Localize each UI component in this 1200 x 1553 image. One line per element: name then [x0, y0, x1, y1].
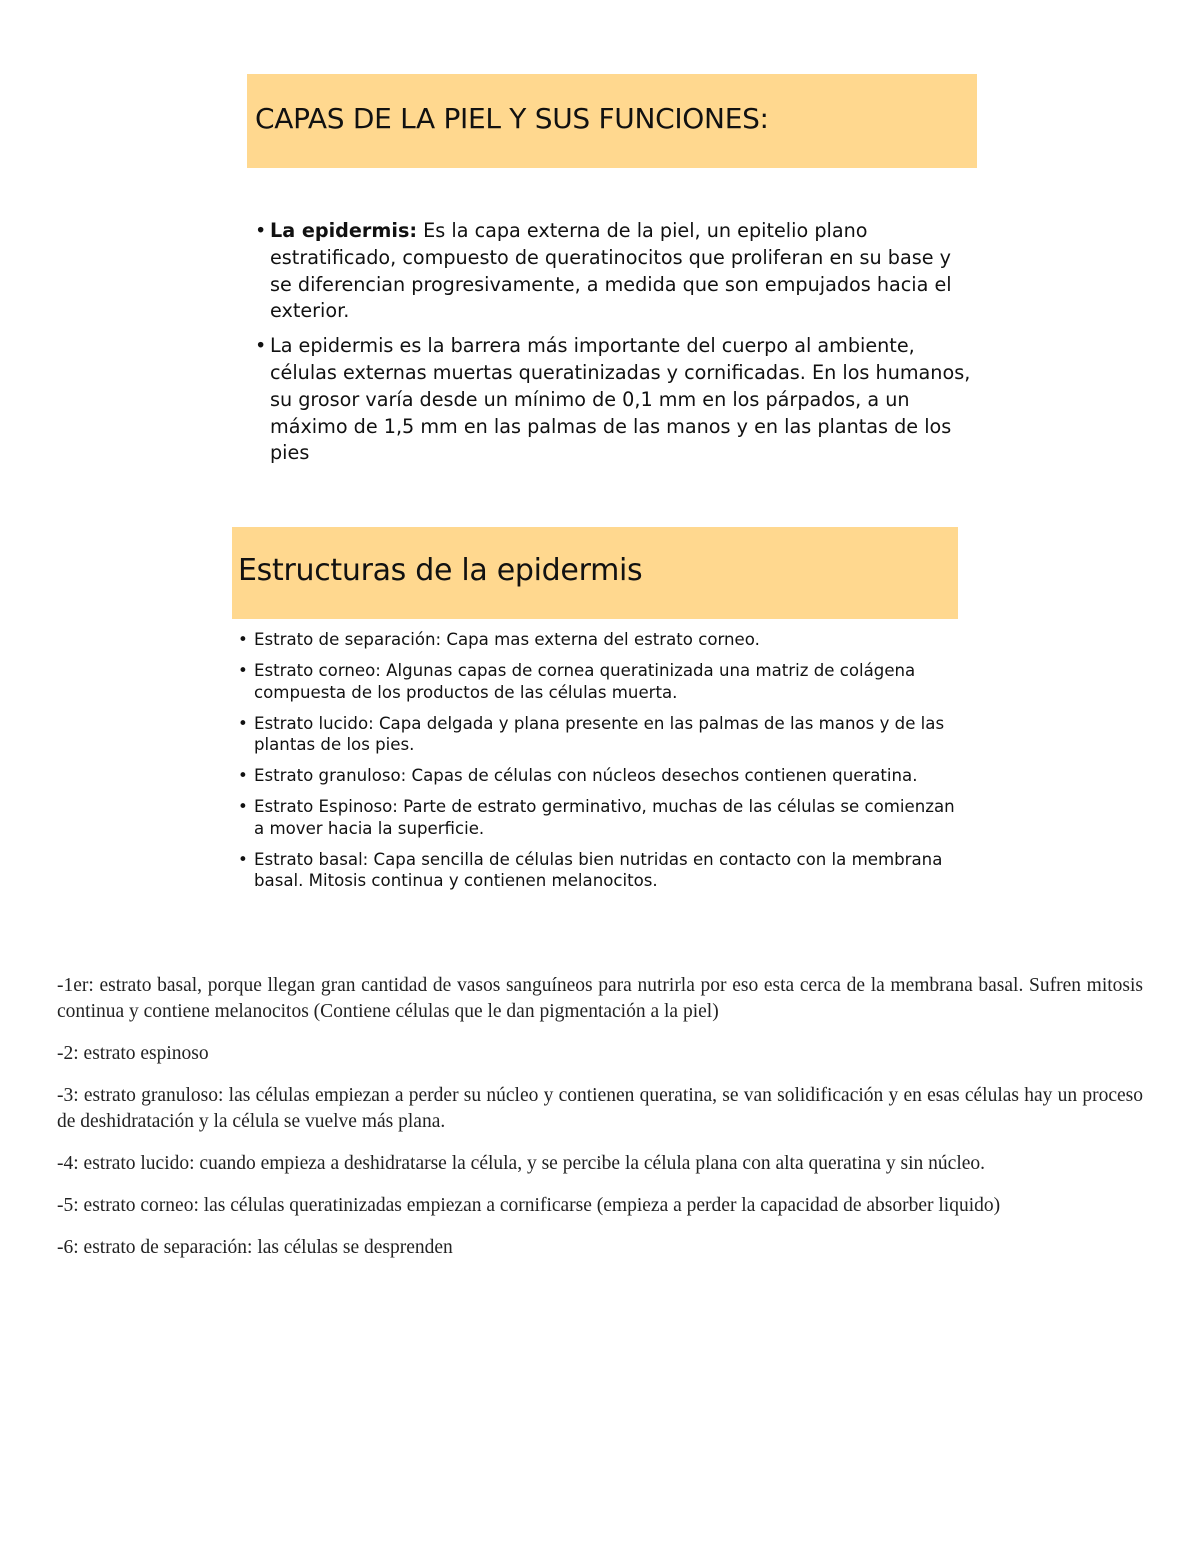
notes-section: [57, 973, 1143, 1277]
bullet-text: Estrato de separación: Capa mas externa del estrato corneo.: [254, 630, 760, 649]
bullet-item: [238, 849, 958, 892]
bullet-text: Estrato basal: Capa sencilla de células bien nutridas en contacto con la membrana basal. Mitosis continua y contienen melanocitos.: [254, 849, 943, 890]
bullet-item: [238, 629, 958, 651]
note-paragraph: -2: estrato espinoso: [57, 1043, 209, 1064]
note-paragraph: -3: estrato granuloso: las células empiezan a perder su núcleo y contienen queratina, se van solidificación y en esas células hay un proceso de deshidratación y la célula se vuelve más plana.: [57, 1085, 1143, 1132]
bullet-icon: •: [238, 797, 248, 816]
bullet-list: [255, 218, 975, 475]
bullet-item: [238, 660, 958, 703]
slide-title: CAPAS DE LA PIEL Y SUS FUNCIONES:: [247, 74, 977, 168]
bullet-text: Estrato corneo: Algunas capas de cornea queratinizada una matriz de colágena compuesta de los productos de las células muerta.: [254, 661, 916, 702]
bullet-text: Estrato granuloso: Capas de células con núcleos desechos contienen queratina.: [254, 766, 918, 785]
bullet-icon: •: [238, 766, 248, 785]
bullet-icon: •: [238, 630, 248, 649]
bullet-item: [238, 713, 958, 756]
bullet-text: Estrato Espinoso: Parte de estrato germinativo, muchas de las células se comienzan a mover hacia la superficie.: [254, 797, 955, 838]
bullet-icon: •: [255, 219, 267, 242]
bullet-icon: •: [238, 713, 248, 733]
bullet-icon: •: [238, 661, 248, 680]
note-paragraph: -5: estrato corneo: las células queratinizadas empiezan a cornificarse (empieza a perder la capacidad de absorber liquido): [57, 1195, 1001, 1216]
bullet-icon: •: [255, 334, 267, 358]
bullet-text: Estrato lucido: Capa delgada y plana presente en las palmas de las manos y de las plantas de los pies.: [254, 713, 945, 754]
note-paragraph: -4: estrato lucido: cuando empieza a deshidratarse la célula, y se percibe la célula plana con alta queratina y sin núcleo.: [57, 1153, 986, 1174]
bullet-item: [255, 218, 975, 325]
slide-title: Estructuras de la epidermis: [232, 527, 958, 619]
bullet-item: [238, 765, 958, 787]
bullet-item: [255, 333, 975, 467]
bullet-icon: •: [238, 849, 248, 869]
note-paragraph: -6: estrato de separación: las células se desprenden: [57, 1237, 453, 1258]
bullet-list: [238, 629, 958, 901]
bullet-item: [238, 796, 958, 839]
bullet-bold-term: La epidermis:: [270, 219, 418, 242]
note-paragraph: -1er: estrato basal, porque llegan gran cantidad de vasos sanguíneos para nutrirla por eso esta cerca de la membrana basal. Sufren mitosis continua y contiene melanocitos (Contiene células que le dan pigmentación a la piel): [57, 975, 1143, 1022]
bullet-text: Es la capa externa de la piel, un epitelio plano estratificado, compuesto de queratinocitos que proliferan en su base y se diferencian progresivamente, a medida que son empujados hacia el exterior.: [270, 219, 952, 323]
bullet-text: La epidermis es la barrera más importante del cuerpo al ambiente, células externas muertas queratinizadas y cornificadas. En los humanos, su grosor varía desde un mínimo de 0,1 mm en los párpados, a un máximo de 1,5 mm en las palmas de las manos y en las plantas de los pies: [270, 334, 971, 465]
